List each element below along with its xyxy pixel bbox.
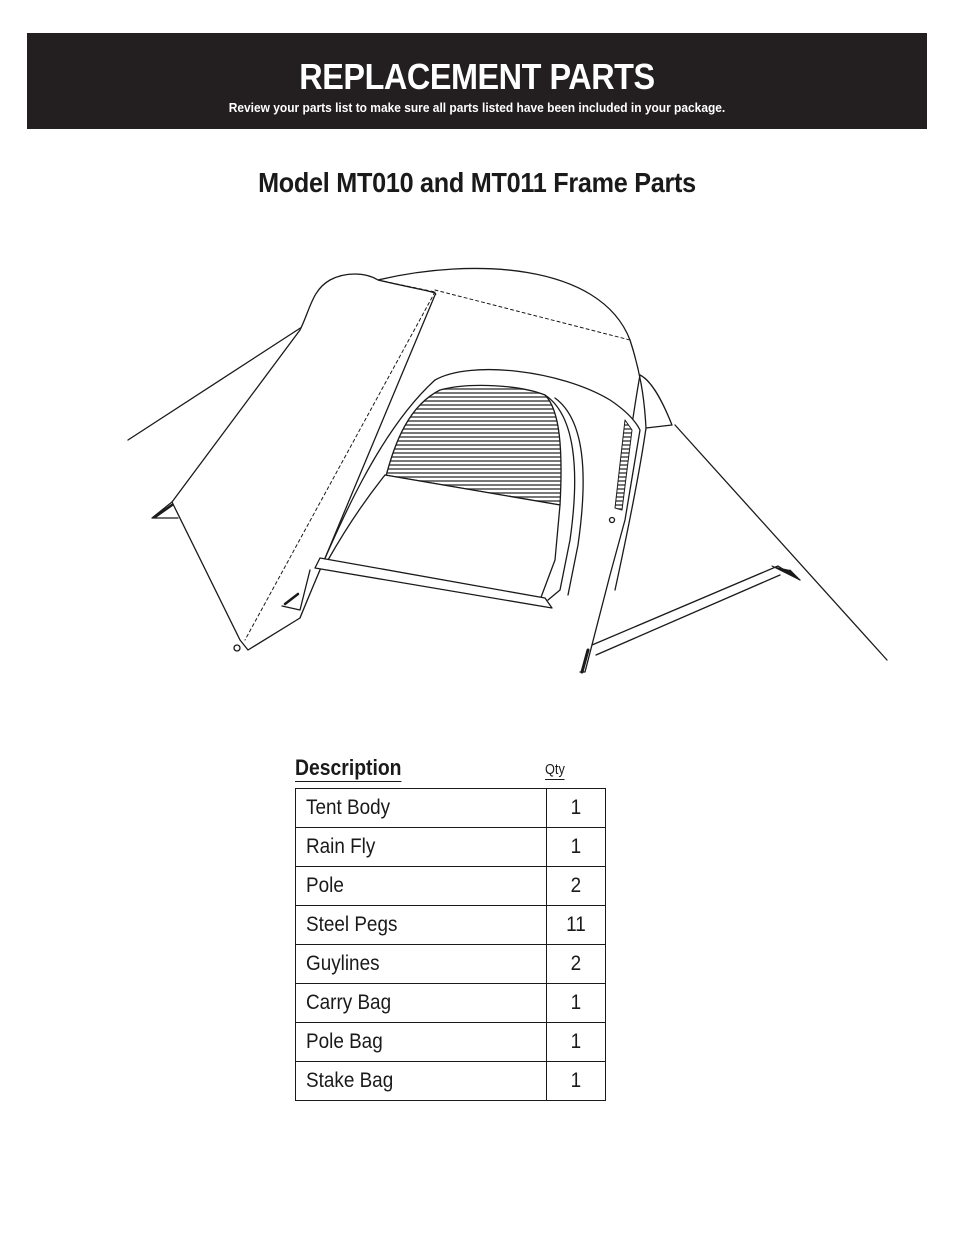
table-row — [296, 1023, 606, 1062]
parts-table — [295, 788, 606, 1101]
part-qty: 1 — [547, 984, 606, 1023]
qty-column-header: Qty — [545, 761, 565, 778]
tent-illustration — [120, 255, 900, 695]
model-title: Model MT010 and MT011 Frame Parts — [258, 167, 696, 198]
part-description: Guylines — [296, 945, 547, 984]
part-description: Pole Bag — [296, 1023, 547, 1062]
table-row — [296, 1062, 606, 1101]
part-qty: 2 — [547, 945, 606, 984]
part-description: Stake Bag — [296, 1062, 547, 1101]
part-qty: 1 — [547, 1062, 606, 1101]
table-row — [296, 828, 606, 867]
part-description: Carry Bag — [296, 984, 547, 1023]
part-description: Rain Fly — [296, 828, 547, 867]
part-qty: 1 — [547, 828, 606, 867]
table-row — [296, 867, 606, 906]
part-description: Tent Body — [296, 789, 547, 828]
page-subtitle: Review your parts list to make sure all parts listed have been included in your package. — [228, 100, 726, 115]
description-column-header: Description — [295, 755, 402, 780]
table-row — [296, 945, 606, 984]
header-banner — [27, 33, 927, 129]
part-qty: 1 — [547, 1023, 606, 1062]
part-qty: 11 — [547, 906, 606, 945]
table-row — [296, 984, 606, 1023]
guyline-right — [675, 425, 887, 660]
part-description: Steel Pegs — [296, 906, 547, 945]
table-row — [296, 906, 606, 945]
part-description: Pole — [296, 867, 547, 906]
page-title: REPLACEMENT PARTS — [299, 56, 655, 97]
part-qty: 1 — [547, 789, 606, 828]
table-row — [296, 789, 606, 828]
part-qty: 2 — [547, 867, 606, 906]
